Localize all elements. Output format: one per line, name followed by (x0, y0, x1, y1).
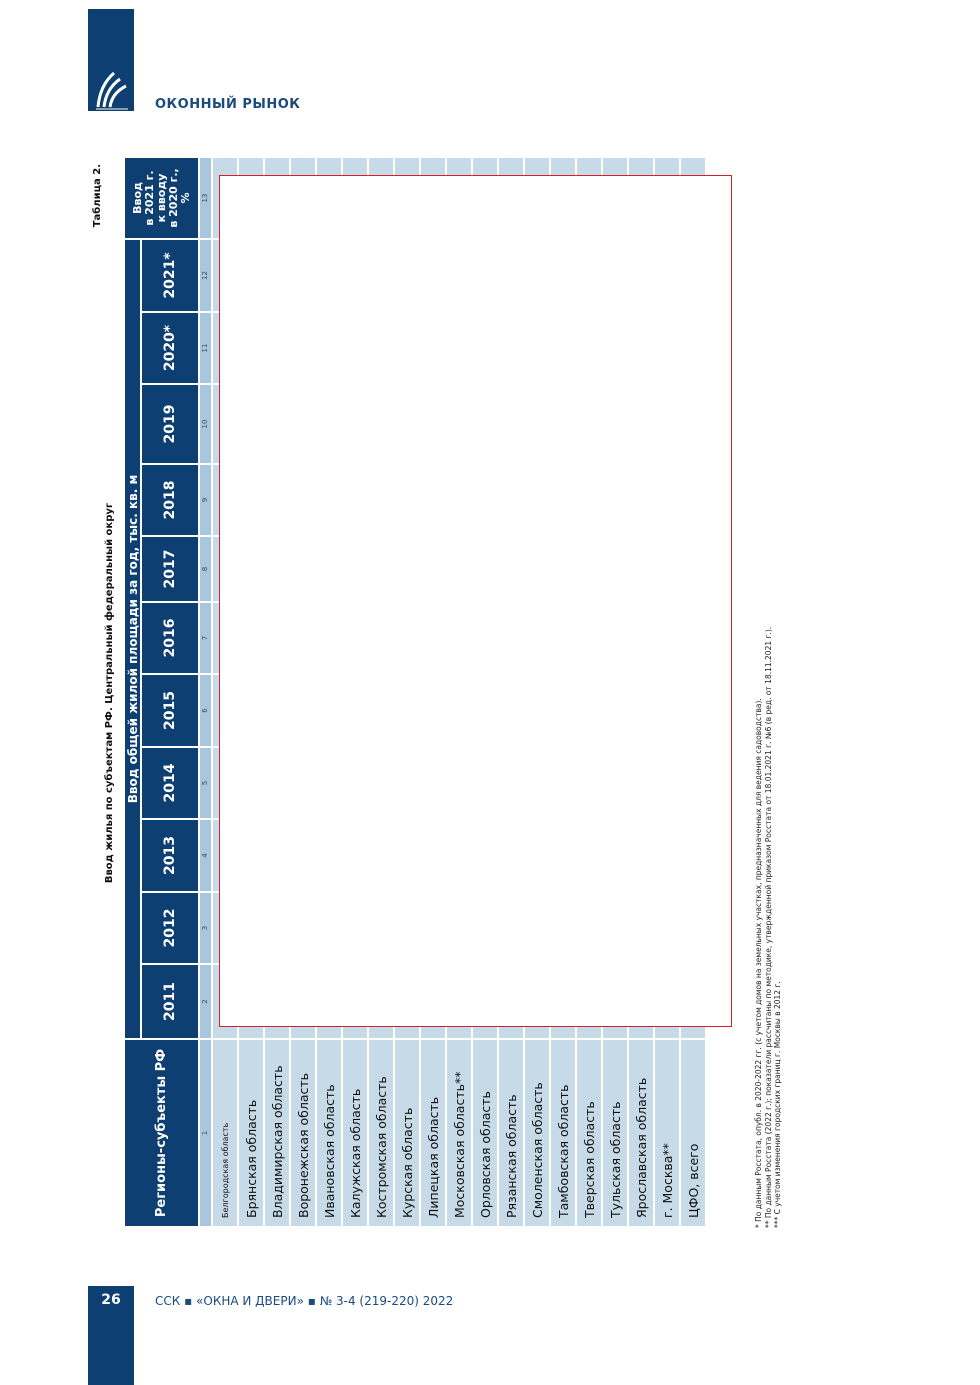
pct-header (124, 157, 199, 239)
region-name: Воронежская область (290, 1039, 316, 1227)
year-header: 2013 (141, 819, 199, 892)
table-label: Таблица 2. (92, 164, 103, 228)
year-header: 2016 (141, 602, 199, 674)
column-number: 11 (199, 312, 212, 384)
region-name: Курская область (394, 1039, 420, 1227)
column-number: 8 (199, 536, 212, 602)
column-number: 6 (199, 674, 212, 747)
section-title: ОКОННЫЙ РЫНОК (155, 97, 301, 112)
column-number: 3 (199, 892, 212, 964)
column-number: 9 (199, 464, 212, 536)
year-header: 2019 (141, 384, 199, 464)
region-name: Брянская область (238, 1039, 264, 1227)
page-number: 26 (101, 1292, 121, 1308)
region-name: Орловская область (472, 1039, 498, 1227)
footnote: * По данным Росстата, опубл. в 2020-2022 гг. (с учетом домов на земельных участках, предназначенных для ведения садоводства). (754, 698, 763, 1228)
logo-icon (92, 67, 130, 113)
pct-header-line: в 2021 г. (142, 170, 156, 226)
column-number-row (199, 157, 212, 1227)
logo-bar (88, 9, 134, 111)
column-number: 13 (199, 157, 212, 239)
year-header: 2021* (141, 239, 199, 312)
rotated-table-block (90, 150, 790, 1240)
pct-header-line: к вводу (154, 173, 168, 223)
region-name: Тверская область (576, 1039, 602, 1227)
region-name: Рязанская область (498, 1039, 524, 1227)
footnote: ** По данным Росстата (2022 г.); показатели рассчитаны по методике, утвержденной приказом Росстата от 18.01.2021 г. №6 (в ред. от 18.11.2021 г.). (763, 626, 773, 1228)
pct-header-line: % (178, 192, 192, 204)
highlight-box (219, 175, 732, 1027)
footnote: *** С учетом изменения городских границ г. Москвы в 2012 г. (773, 981, 782, 1228)
header-row (124, 157, 141, 1227)
footnotes (754, 627, 783, 1228)
column-number: 2 (199, 964, 212, 1039)
year-header: 2012 (141, 892, 199, 964)
year-header: 2015 (141, 674, 199, 747)
table-title: Ввод жилья по субъектам РФ. Центральный федеральный округ (104, 502, 115, 884)
region-name: Белгородская область (212, 1039, 238, 1227)
column-number: 1 (199, 1039, 212, 1227)
region-name: ЦФО, всего (680, 1039, 706, 1227)
region-name: г. Москва** (654, 1039, 680, 1227)
region-name: Калужская область (342, 1039, 368, 1227)
region-name: Владимирская область (264, 1039, 290, 1227)
group-header: Ввод общей жилой площади за год, тыс. кв. м (124, 239, 141, 1039)
pct-header-line: в 2020 г., (166, 168, 180, 228)
year-header: 2017 (141, 536, 199, 602)
column-number: 12 (199, 239, 212, 312)
column-number: 4 (199, 819, 212, 892)
region-name: Смоленская область (524, 1039, 550, 1227)
column-number: 10 (199, 384, 212, 464)
year-header: 2018 (141, 464, 199, 536)
region-header: Регионы-субъекты РФ (124, 1039, 199, 1227)
region-name: Тульская область (602, 1039, 628, 1227)
pct-header-line: Ввод (130, 182, 144, 214)
region-name: Тамбовская область (550, 1039, 576, 1227)
region-name: Липецкая область (420, 1039, 446, 1227)
publication-info: ССК ▪ «ОКНА И ДВЕРИ» ▪ № 3-4 (219-220) 2022 (155, 1294, 454, 1308)
year-header: 2014 (141, 747, 199, 819)
column-number: 7 (199, 602, 212, 674)
year-header: 2020* (141, 312, 199, 384)
year-header: 2011 (141, 964, 199, 1039)
region-name: Ивановская область (316, 1039, 342, 1227)
region-name: Московская область** (446, 1039, 472, 1227)
page-number-bar (88, 1286, 134, 1385)
column-number: 5 (199, 747, 212, 819)
region-name: Костромская область (368, 1039, 394, 1227)
region-name: Ярославская область (628, 1039, 654, 1227)
